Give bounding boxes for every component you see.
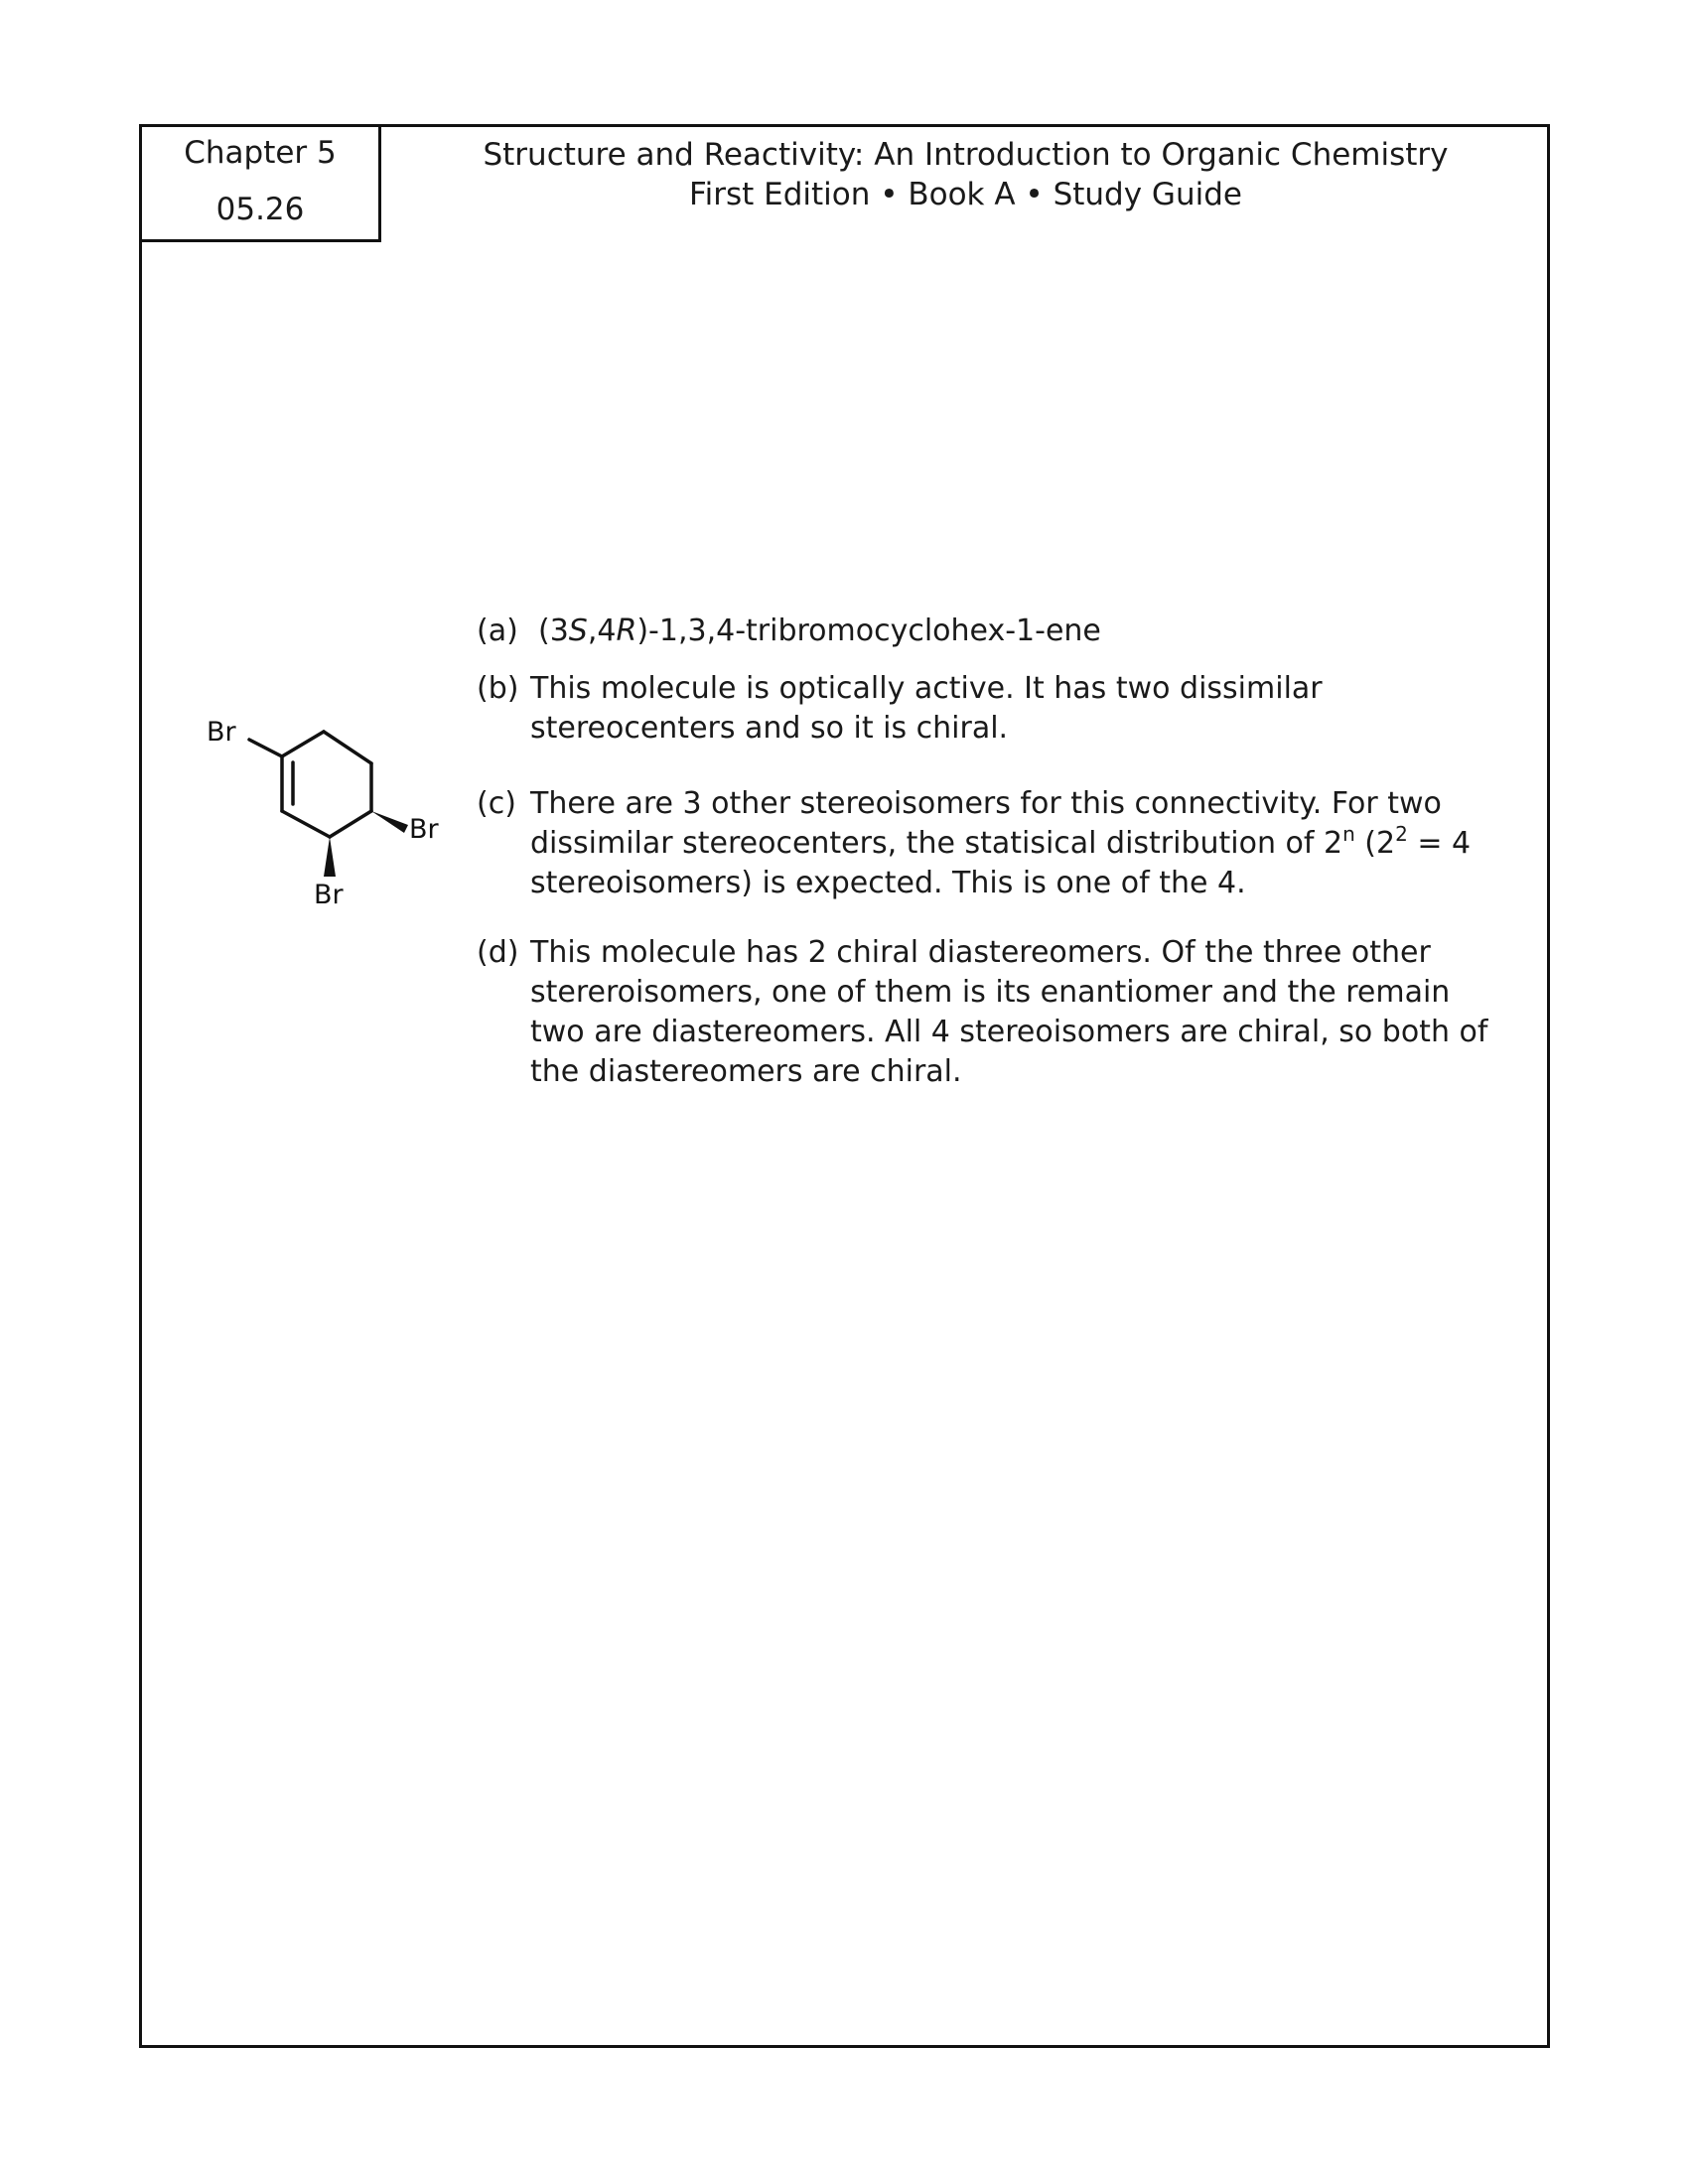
wedge-bond-c5-br	[324, 837, 336, 877]
bond-c1-br	[249, 740, 282, 756]
answer-letter: (d)	[477, 935, 519, 970]
answer-text: (3S,4R)-1,3,4-tribromocyclohex-1-ene	[538, 614, 1101, 648]
bond-c5-c6	[282, 811, 330, 837]
tribromocyclohexene-structure	[189, 695, 467, 923]
bond-c1-c2	[282, 732, 324, 756]
answer-letter: (a)	[477, 614, 518, 648]
br-label-1: Br	[207, 717, 236, 748]
wedge-bond-c4-br	[371, 811, 408, 833]
answer-a	[477, 612, 1489, 651]
br-label-3: Br	[314, 880, 344, 910]
answer-letter: (b)	[477, 671, 519, 706]
answer-text: There are 3 other stereoisomers for this connectivity. For two dissimilar stereocenters, the statisical distribution of 2$^n$ ($2^2 = 4$ stereoisomers) is expected. This is one of the 4.	[530, 786, 1472, 900]
chapter-number: 05.26	[215, 192, 305, 227]
header-title: Structure and Reactivity: An Introduction to Organic Chemistry	[483, 137, 1449, 173]
answer-letter: (c)	[477, 786, 516, 821]
header-subtitle: First Edition • Book A • Study Guide	[689, 177, 1242, 212]
chapter-label: Chapter 5	[184, 135, 337, 171]
answer-text: This molecule is optically active. It has two dissimilar stereocenters and so it is chiral.	[530, 671, 1323, 746]
answer-b	[477, 669, 1489, 749]
br-label-2: Br	[409, 814, 439, 845]
answer-text: This molecule has 2 chiral diastereomers. Of the three other stereroisomers, one of them is its enantiomer and the remain two are diastereomers. All 4 stereoisomers are chiral, so both of the diastereomers are chiral.	[530, 935, 1488, 1089]
answer-c	[477, 784, 1489, 903]
bond-c4-c5	[330, 811, 371, 837]
chapter-box	[139, 124, 381, 242]
bond-c2-c3	[324, 732, 371, 763]
answer-d	[477, 933, 1489, 1092]
